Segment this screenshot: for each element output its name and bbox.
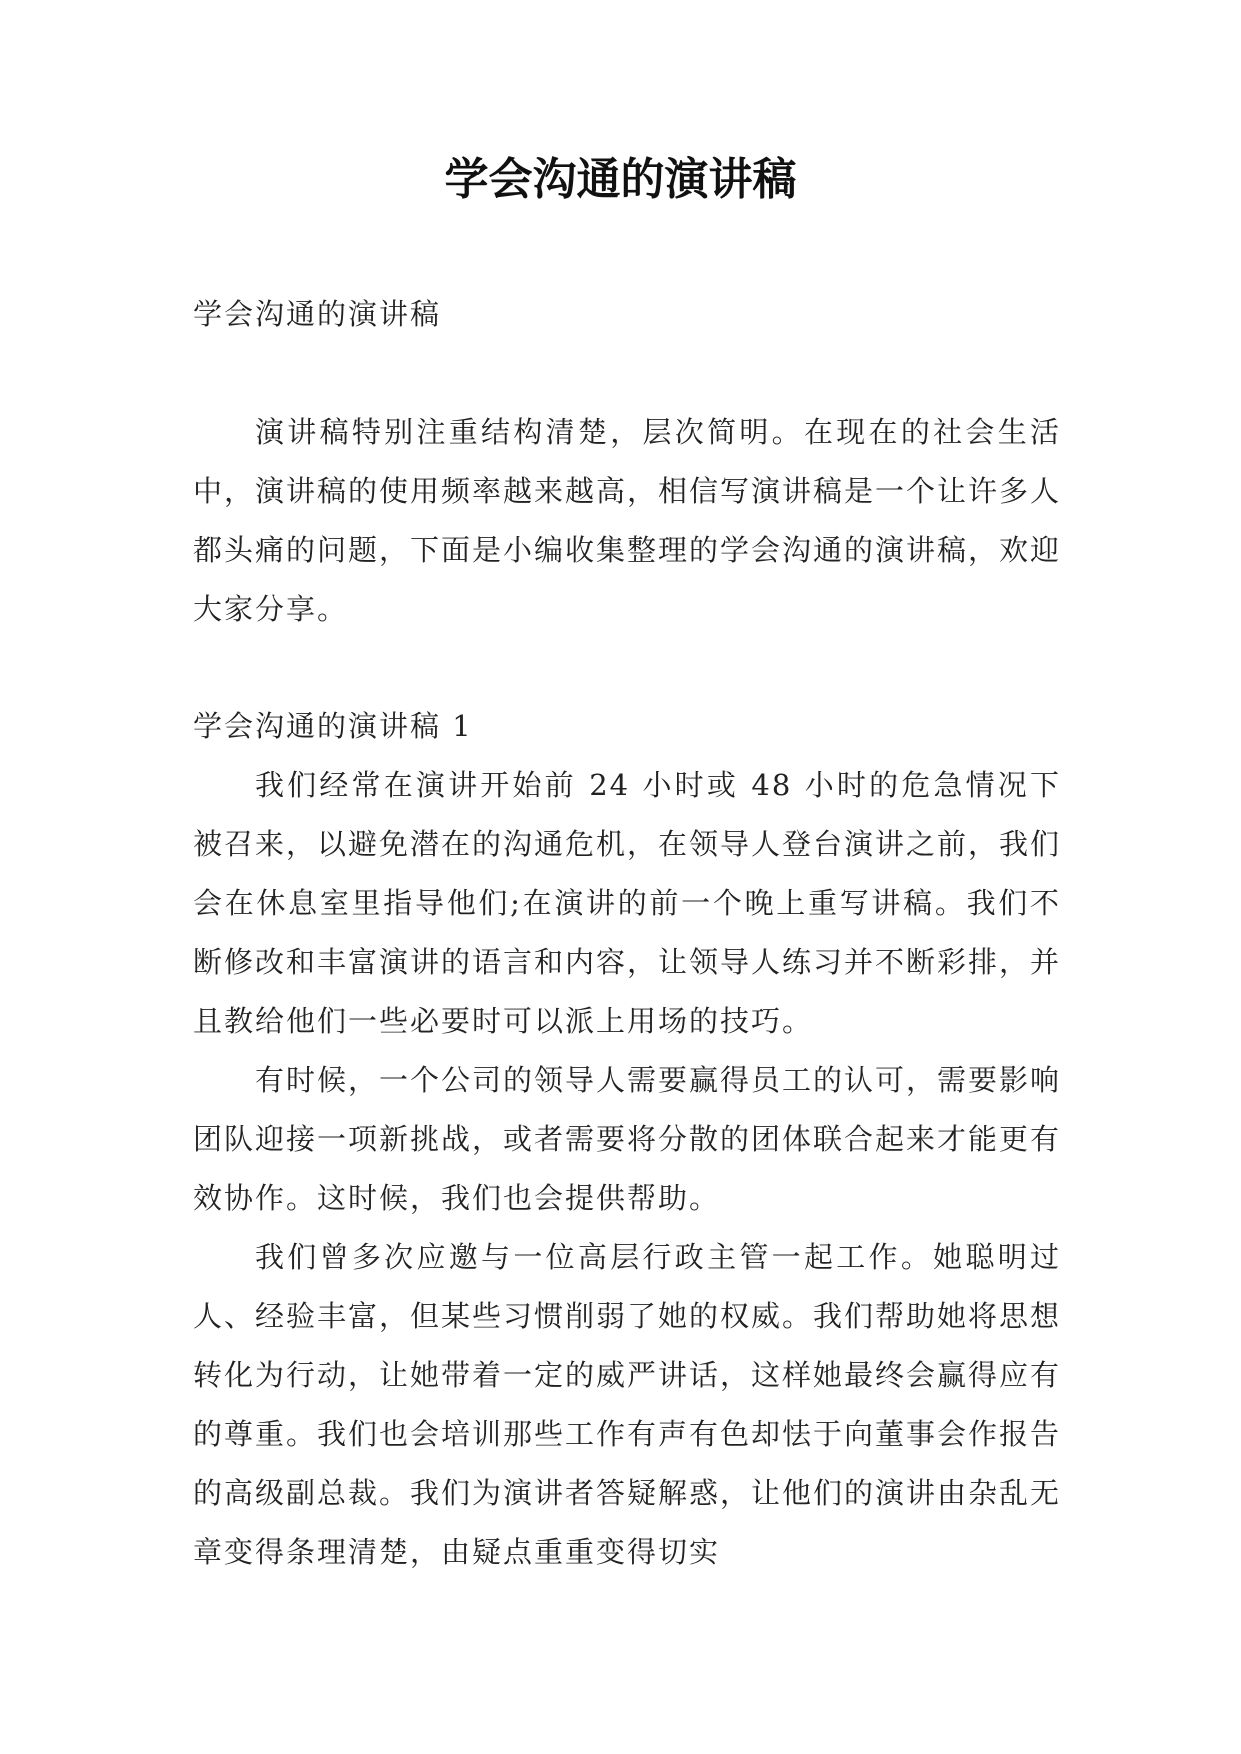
document-subtitle: 学会沟通的演讲稿 xyxy=(193,297,442,331)
section-body xyxy=(193,756,1061,1582)
body-paragraph: 我们曾多次应邀与一位高层行政主管一起工作。她聪明过人、经验丰富，但某些习惯削弱了她的权威。我们帮助她将思想转化为行动，让她带着一定的威严讲话，这样她最终会赢得应有的尊重。我们也会培训那些工作有声有色却怯于向董事会作报告的高级副总裁。我们为演讲者答疑解惑，让他们的演讲由杂乱无章变得条理清楚，由疑点重重变得切实 xyxy=(193,1240,1062,1569)
document-title: 学会沟通的演讲稿 xyxy=(444,154,797,205)
intro-paragraph: 演讲稿特别注重结构清楚，层次简明。在现在的社会生活中，演讲稿的使用频率越来越高，相信写演讲稿是一个让许多人都头痛的问题，下面是小编收集整理的学会沟通的演讲稿，欢迎大家分享。 xyxy=(193,415,1062,626)
body-paragraph: 我们经常在演讲开始前 24 小时或 48 小时的危急情况下被召来，以避免潜在的沟通危机，在领导人登台演讲之前，我们会在休息室里指导他们;在演讲的前一个晚上重写讲稿。我们不断修改和丰富演讲的语言和内容，让领导人练习并不断彩排，并且教给他们一些必要时可以派上用场的技巧。 xyxy=(193,768,1062,1038)
body-paragraph: 有时候，一个公司的领导人需要赢得员工的认可，需要影响团队迎接一项新挑战，或者需要将分散的团体联合起来才能更有效协作。这时候，我们也会提供帮助。 xyxy=(193,1063,1062,1215)
section-heading: 学会沟通的演讲稿 1 xyxy=(193,709,473,743)
